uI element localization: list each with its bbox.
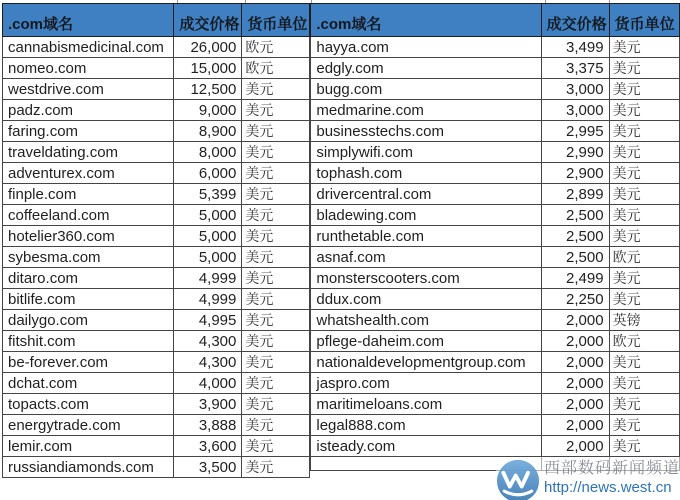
price-cell: 2,000 xyxy=(541,373,609,394)
currency-cell: 美元 xyxy=(242,331,310,352)
domain-cell: topacts.com xyxy=(3,394,174,415)
currency-cell: 美元 xyxy=(242,394,310,415)
currency-cell: 美元 xyxy=(242,436,310,457)
domain-sales-tables xyxy=(2,3,680,478)
domain-cell: monsterscooters.com xyxy=(311,268,541,289)
currency-cell: 美元 xyxy=(609,163,679,184)
price-cell: 2,900 xyxy=(541,163,609,184)
table-row xyxy=(3,100,310,121)
price-cell: 8,000 xyxy=(174,142,242,163)
column-header-currency: 货币单位 xyxy=(242,4,310,37)
price-cell: 3,375 xyxy=(541,58,609,79)
domain-cell: hotelier360.com xyxy=(3,226,174,247)
currency-cell: 欧元 xyxy=(609,247,679,268)
domain-cell: simplywifi.com xyxy=(311,142,541,163)
currency-cell: 美元 xyxy=(609,394,679,415)
column-header-domain: .com域名 xyxy=(3,4,174,37)
price-cell: 4,300 xyxy=(174,352,242,373)
domain-cell: pflege-daheim.com xyxy=(311,331,541,352)
domain-cell: adventurex.com xyxy=(3,163,174,184)
currency-cell: 美元 xyxy=(609,436,679,457)
price-cell: 2,000 xyxy=(541,310,609,331)
currency-cell: 美元 xyxy=(609,268,679,289)
table-row xyxy=(311,58,680,79)
price-cell: 3,499 xyxy=(541,37,609,58)
domain-sales-table-left xyxy=(2,3,310,478)
domain-cell: nomeo.com xyxy=(3,58,174,79)
domain-cell: nationaldevelopmentgroup.com xyxy=(311,352,541,373)
table-row xyxy=(311,226,680,247)
domain-cell: businesstechs.com xyxy=(311,121,541,142)
domain-cell: medmarine.com xyxy=(311,100,541,121)
domain-cell: faring.com xyxy=(3,121,174,142)
domain-cell: tophash.com xyxy=(311,163,541,184)
currency-cell: 英镑 xyxy=(609,310,679,331)
price-cell: 4,300 xyxy=(174,331,242,352)
domain-cell: dailygo.com xyxy=(3,310,174,331)
domain-cell: whatshealth.com xyxy=(311,310,541,331)
table-row xyxy=(311,100,680,121)
price-cell: 3,000 xyxy=(541,79,609,100)
table-row xyxy=(311,142,680,163)
table-row xyxy=(3,394,310,415)
domain-cell: energytrade.com xyxy=(3,415,174,436)
domain-cell: ditaro.com xyxy=(3,268,174,289)
currency-cell: 欧元 xyxy=(242,37,310,58)
table-row xyxy=(311,310,680,331)
domain-cell: legal888.com xyxy=(311,415,541,436)
domain-cell: drivercentral.com xyxy=(311,184,541,205)
table-row xyxy=(311,247,680,268)
column-header-domain: .com域名 xyxy=(311,4,541,37)
domain-cell: westdrive.com xyxy=(3,79,174,100)
table-row xyxy=(3,58,310,79)
price-cell: 3,000 xyxy=(541,100,609,121)
price-cell: 3,900 xyxy=(174,394,242,415)
table-row xyxy=(311,184,680,205)
currency-cell: 美元 xyxy=(609,121,679,142)
price-cell: 6,000 xyxy=(174,163,242,184)
currency-cell: 美元 xyxy=(609,415,679,436)
currency-cell: 美元 xyxy=(242,205,310,226)
price-cell: 5,000 xyxy=(174,247,242,268)
price-cell: 2,899 xyxy=(541,184,609,205)
domain-cell: cannabismedicinal.com xyxy=(3,37,174,58)
domain-cell: coffeeland.com xyxy=(3,205,174,226)
price-cell: 12,500 xyxy=(174,79,242,100)
domain-cell: isteady.com xyxy=(311,436,541,457)
domain-cell: be-forever.com xyxy=(3,352,174,373)
price-cell: 3,500 xyxy=(174,457,242,478)
price-cell: 3,600 xyxy=(174,436,242,457)
price-cell: 2,500 xyxy=(541,247,609,268)
table-row xyxy=(3,457,310,478)
domain-cell: jaspro.com xyxy=(311,373,541,394)
table-row xyxy=(3,310,310,331)
price-cell: 5,000 xyxy=(174,205,242,226)
table-row xyxy=(311,37,680,58)
column-header-currency: 货币单位 xyxy=(609,4,679,37)
currency-cell: 欧元 xyxy=(242,58,310,79)
currency-cell: 美元 xyxy=(609,184,679,205)
domain-cell: maritimeloans.com xyxy=(311,394,541,415)
currency-cell: 美元 xyxy=(242,79,310,100)
domain-cell: lemir.com xyxy=(3,436,174,457)
currency-cell: 美元 xyxy=(242,415,310,436)
currency-cell: 美元 xyxy=(609,205,679,226)
table-row xyxy=(3,184,310,205)
table-row xyxy=(311,436,680,457)
price-cell: 2,000 xyxy=(541,415,609,436)
currency-cell: 美元 xyxy=(242,268,310,289)
table-row xyxy=(3,226,310,247)
currency-cell: 美元 xyxy=(242,247,310,268)
domain-cell: edgly.com xyxy=(311,58,541,79)
header-row xyxy=(311,4,680,37)
table-row xyxy=(311,331,680,352)
table-row xyxy=(311,79,680,100)
currency-cell: 美元 xyxy=(242,163,310,184)
price-cell: 2,000 xyxy=(541,436,609,457)
price-cell: 4,999 xyxy=(174,268,242,289)
domain-cell: sybesma.com xyxy=(3,247,174,268)
currency-cell: 美元 xyxy=(609,79,679,100)
price-cell: 15,000 xyxy=(174,58,242,79)
column-header-price: 成交价格 xyxy=(174,4,242,37)
table-row xyxy=(3,415,310,436)
watermark xyxy=(496,457,680,500)
table-row xyxy=(3,352,310,373)
domain-sales-table-right xyxy=(310,3,680,471)
currency-cell: 美元 xyxy=(609,289,679,310)
domain-cell: runthetable.com xyxy=(311,226,541,247)
table-row xyxy=(3,289,310,310)
table-row xyxy=(3,436,310,457)
header-row xyxy=(3,4,310,37)
table-row xyxy=(3,79,310,100)
currency-cell: 欧元 xyxy=(609,331,679,352)
price-cell: 5,399 xyxy=(174,184,242,205)
price-cell: 26,000 xyxy=(174,37,242,58)
currency-cell: 美元 xyxy=(609,373,679,394)
price-cell: 3,888 xyxy=(174,415,242,436)
currency-cell: 美元 xyxy=(609,226,679,247)
currency-cell: 美元 xyxy=(609,142,679,163)
table-row xyxy=(3,331,310,352)
price-cell: 5,000 xyxy=(174,226,242,247)
price-cell: 9,000 xyxy=(174,100,242,121)
table-row xyxy=(3,205,310,226)
currency-cell: 美元 xyxy=(242,352,310,373)
table-row xyxy=(311,205,680,226)
price-cell: 2,000 xyxy=(541,331,609,352)
price-cell: 2,500 xyxy=(541,205,609,226)
currency-cell: 美元 xyxy=(242,457,310,478)
west-cn-wave-logo-icon xyxy=(496,459,540,500)
price-cell: 8,900 xyxy=(174,121,242,142)
table-row xyxy=(311,394,680,415)
price-cell: 2,990 xyxy=(541,142,609,163)
table-row xyxy=(3,163,310,184)
currency-cell: 美元 xyxy=(242,310,310,331)
domain-cell: padz.com xyxy=(3,100,174,121)
currency-cell: 美元 xyxy=(609,100,679,121)
domain-cell: traveldating.com xyxy=(3,142,174,163)
table-row xyxy=(311,163,680,184)
currency-cell: 美元 xyxy=(242,289,310,310)
currency-cell: 美元 xyxy=(242,121,310,142)
price-cell: 4,999 xyxy=(174,289,242,310)
domain-cell: bladewing.com xyxy=(311,205,541,226)
domain-cell: bitlife.com xyxy=(3,289,174,310)
domain-cell: hayya.com xyxy=(311,37,541,58)
price-cell: 2,000 xyxy=(541,352,609,373)
price-cell: 4,000 xyxy=(174,373,242,394)
currency-cell: 美元 xyxy=(242,142,310,163)
price-cell: 2,499 xyxy=(541,268,609,289)
currency-cell: 美元 xyxy=(242,226,310,247)
domain-cell: bugg.com xyxy=(311,79,541,100)
domain-cell: ddux.com xyxy=(311,289,541,310)
price-cell: 2,500 xyxy=(541,226,609,247)
watermark-url-link[interactable]: http://news.west.cn xyxy=(544,479,672,496)
table-row xyxy=(311,415,680,436)
domain-cell: finple.com xyxy=(3,184,174,205)
currency-cell: 美元 xyxy=(242,100,310,121)
domain-cell: dchat.com xyxy=(3,373,174,394)
watermark-channel-name: 西部数码新闻频道 xyxy=(544,460,680,477)
domain-cell: asnaf.com xyxy=(311,247,541,268)
table-row xyxy=(311,352,680,373)
table-row xyxy=(311,289,680,310)
currency-cell: 美元 xyxy=(242,184,310,205)
currency-cell: 美元 xyxy=(609,37,679,58)
table-row xyxy=(3,247,310,268)
table-row xyxy=(3,373,310,394)
price-cell: 2,000 xyxy=(541,394,609,415)
table-row xyxy=(311,268,680,289)
domain-cell: fitshit.com xyxy=(3,331,174,352)
price-cell: 2,250 xyxy=(541,289,609,310)
price-cell: 4,995 xyxy=(174,310,242,331)
price-cell: 2,995 xyxy=(541,121,609,142)
table-row xyxy=(3,121,310,142)
table-row xyxy=(311,121,680,142)
table-row xyxy=(3,142,310,163)
table-row xyxy=(3,268,310,289)
table-row xyxy=(311,373,680,394)
domain-cell: russiandiamonds.com xyxy=(3,457,174,478)
table-row xyxy=(3,37,310,58)
currency-cell: 美元 xyxy=(242,373,310,394)
currency-cell: 美元 xyxy=(609,352,679,373)
column-header-price: 成交价格 xyxy=(541,4,609,37)
currency-cell: 美元 xyxy=(609,58,679,79)
